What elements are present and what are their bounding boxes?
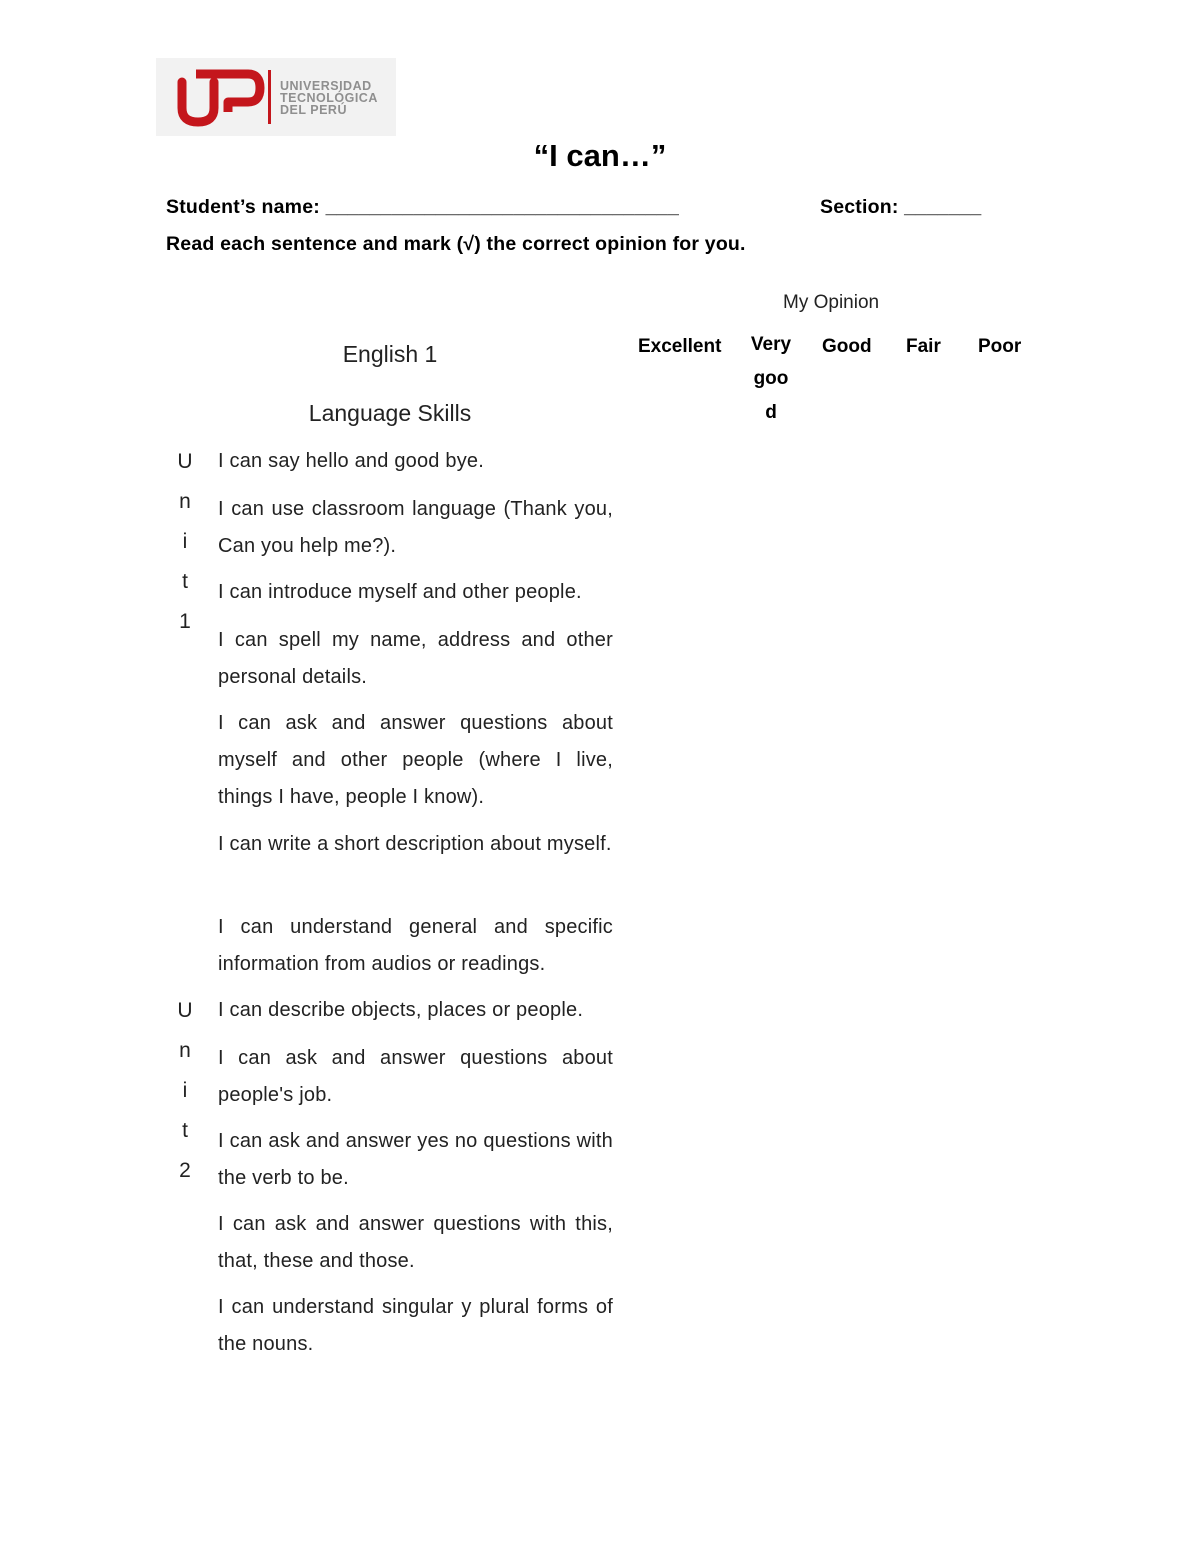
logo-line-2: TECNOLÓGICA <box>280 91 378 105</box>
column-very-good-line-1: Very <box>750 334 792 355</box>
course-title: English 1 <box>342 341 438 367</box>
skill-item: I can introduce myself and other people. <box>218 581 582 603</box>
skill-item: I can describe objects, places or people. <box>218 999 584 1021</box>
opinion-header: My Opinion <box>783 292 880 313</box>
column-very-good-line-3: d <box>765 402 777 423</box>
unit-2-label <box>172 991 198 1191</box>
unit-2-letter: U <box>177 999 193 1022</box>
university-logo <box>156 58 396 136</box>
column-very-good <box>746 328 796 430</box>
skill-item: I can spell my name, address and other personal details. <box>218 629 613 688</box>
skill-item: I can say hello and good bye. <box>218 450 484 472</box>
student-name-label: Student’s name: ________________________________ <box>166 196 680 218</box>
skill-item: I can understand general and specific information from audios or readings. <box>218 916 613 975</box>
skill-item: I can understand singular y plural forms of the nouns. <box>218 1296 613 1355</box>
unit-2-letter: t <box>182 1119 188 1142</box>
logo-line-1: UNIVERSIDAD <box>280 79 372 93</box>
unit-2-letter: i <box>182 1079 188 1102</box>
unit-1-letter: n <box>179 490 191 513</box>
logo-line-3: DEL PERÚ <box>280 103 347 117</box>
column-poor: Poor <box>978 336 1022 357</box>
unit-1-letter: t <box>182 570 188 593</box>
utp-logo-icon <box>156 58 276 136</box>
column-fair: Fair <box>906 336 941 357</box>
unit-1-label <box>172 442 198 642</box>
column-good: Good <box>822 336 872 357</box>
unit-2-letter: n <box>179 1039 191 1062</box>
skill-item: I can use classroom language (Thank you, Can you help me?). <box>218 498 613 557</box>
instruction-text: Read each sentence and mark (√) the correct opinion for you. <box>166 233 746 255</box>
unit-1-letter: 1 <box>179 610 191 633</box>
course-subtitle: Language Skills <box>308 400 472 426</box>
column-excellent: Excellent <box>638 336 722 357</box>
unit-2-letter: 2 <box>179 1159 191 1182</box>
skill-item: I can write a short description about myself. <box>218 833 612 855</box>
skill-item: I can ask and answer questions about myself and other people (where I live, things I have, people I know). <box>218 712 613 808</box>
skill-item: I can ask and answer yes no questions with the verb to be. <box>218 1130 613 1189</box>
skill-item: I can ask and answer questions with this, that, these and those. <box>218 1213 613 1272</box>
section-label: Section: _______ <box>820 196 982 218</box>
page-title: “I can…” <box>533 138 667 173</box>
column-very-good-line-2: goo <box>753 368 789 389</box>
skill-item: I can ask and answer questions about people's job. <box>218 1047 613 1106</box>
unit-1-letter: U <box>177 450 193 473</box>
unit-1-letter: i <box>182 530 188 553</box>
